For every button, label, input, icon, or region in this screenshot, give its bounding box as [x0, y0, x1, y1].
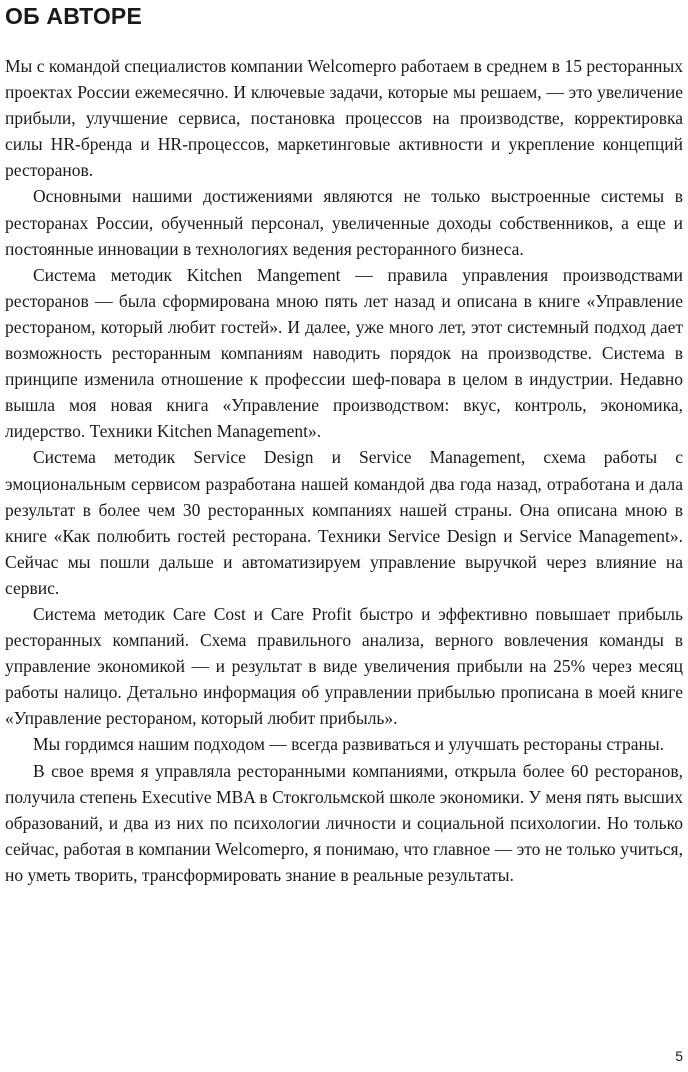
paragraph-2: Основными нашими достижениями являются не только выстроенные системы в ресторанах России, обученный персонал, увеличенные доходы собственников, а еще и постоянные инновации в технологиях ведения ресторанного бизнеса.: [5, 186, 683, 259]
paragraph-6: Мы гордимся нашим подходом — всегда развиваться и улучшать рестораны страны.: [33, 734, 664, 755]
paragraph-7: В свое время я управляла ресторанными компаниями, открыла более 60 ресторанов, получила степень Executive MBA в Стокгольмской школе экономики. У меня пять высших образований, и два из них по психологии личности и социальной психологии. Но только сейчас, работая в компании Welcomepro, я понимаю, что главное — это не только учиться, но уметь творить, трансформировать знание в реальные результаты.: [5, 760, 683, 885]
paragraph-1: Мы с командой специалистов компании Welcomepro работаем в среднем в 15 ресторанных проектах России ежемесячно. И ключевые задачи, которые мы решаем, — это увеличение прибыли, улучшение сервиса, постановка процессов на производстве, корректировка силы HR-бренда и HR-процессов, маркетинговые активности и укрепление концепций ресторанов.: [5, 56, 683, 181]
paragraph-4: Система методик Service Design и Service Management, схема работы с эмоциональным сервисом разработана нашей командой два года назад, отработана и дала результат в более чем 30 ресторанных компаниях нашей страны. Она описана мною в книге «Как полюбить гостей ресторана. Техники Service Design и Service Management». Сейчас мы пошли дальше и автоматизируем управление выручкой через влияние на сервис.: [5, 447, 683, 598]
paragraph-5: Система методик Care Cost и Care Profit быстро и эффективно повышает прибыль ресторанных компаний. Схема правильного анализа, верного вовлечения команды в управление экономикой — и результат в виде увеличения прибыли на 25% через месяц работы налицо. Детально информация об управлении прибылью прописана в моей книге «Управление рестораном, который любит прибыль».: [5, 603, 683, 729]
page-title: ОБ АВТОРЕ: [5, 3, 143, 29]
page-number: 5: [675, 1048, 683, 1064]
paragraph-3: Система методик Kitchen Mangement — правила управления производствами ресторанов — была сформирована мною пять лет назад и описана в книге «Управление рестораном, который любит гостей». И далее, уже много лет, этот системный подход дает возможность ресторанным компаниям наводить порядок на производстве. Система в принципе изменила отношение к профессии шеф-повара в целом в индустрии. Недавно вышла моя новая книга «Управление производством: вкус, контроль, экономика, лидерство. Техники Kitchen Management».: [5, 264, 683, 442]
body-text: [5, 53, 683, 888]
